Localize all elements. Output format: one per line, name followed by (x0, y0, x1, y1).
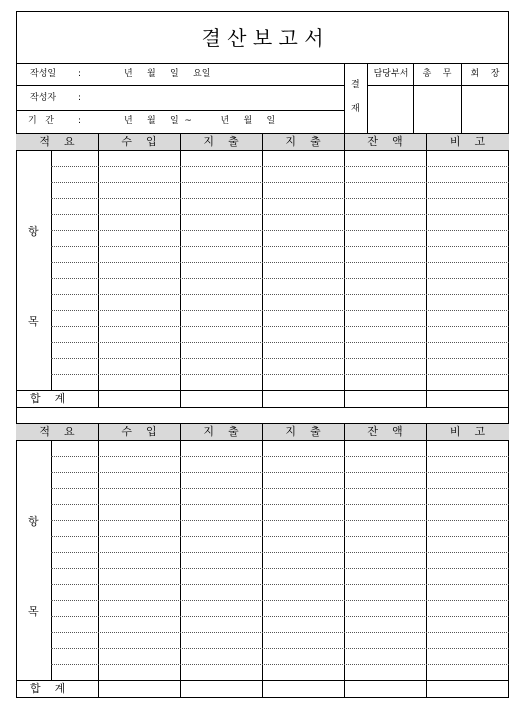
approval-left-border (344, 63, 345, 133)
ledger-column-divider (180, 423, 181, 697)
ledger-header-cell: 적 요 (39, 135, 75, 148)
approval-col-treasurer: 총 무 (422, 69, 452, 79)
ledger-header-cell: 수 입 (121, 135, 157, 148)
ledger-column-divider (344, 133, 345, 407)
total-row-top-border (16, 680, 509, 681)
title-divider (16, 63, 509, 64)
ledger-column-divider (262, 133, 263, 407)
ledger-row-line (51, 246, 509, 247)
ledger-row-line (51, 600, 509, 601)
ledger-row-line (51, 358, 509, 359)
item-label-top: 항 (28, 225, 39, 238)
ledger-row-line (51, 166, 509, 167)
approval-label-top: 결 (351, 80, 360, 90)
ledger-row-line (51, 616, 509, 617)
created-date-label: 작성일 (30, 69, 57, 79)
ledger-header-cell: 잔 액 (367, 425, 403, 438)
meta-row-divider-2 (16, 110, 344, 111)
ledger-column-divider (98, 133, 99, 407)
ledger-column-divider (426, 423, 427, 697)
ledger-row-line (51, 488, 509, 489)
total-label: 합 계 (30, 682, 66, 695)
ledger-header-cell: 지 출 (203, 425, 239, 438)
total-label: 합 계 (30, 392, 66, 405)
ledger-row-line (51, 294, 509, 295)
total-row-top-border (16, 390, 509, 391)
document-title: 결 산 보 고 서 (201, 26, 324, 50)
ledger-row-line (51, 326, 509, 327)
ledger-row-line (51, 520, 509, 521)
approval-col-president: 회 장 (470, 69, 500, 79)
created-date-colon: : (78, 69, 82, 79)
ledger-row-line (51, 342, 509, 343)
ledger-row-line (51, 472, 509, 473)
ledger-row-line (51, 182, 509, 183)
period-value: 년 월 일 ~ 년 월 일 (124, 116, 276, 126)
ledger-header-cell: 지 출 (203, 135, 239, 148)
ledger-column-divider (262, 423, 263, 697)
ledger-row-line (51, 310, 509, 311)
ledger-row-line (51, 198, 509, 199)
period-colon: : (78, 116, 82, 126)
item-subcolumn-divider (51, 150, 52, 390)
total-row-bottom-border (16, 697, 509, 698)
total-row-bottom-border (16, 407, 509, 408)
approval-label-divider (367, 63, 368, 133)
item-label-bottom: 목 (28, 315, 39, 328)
ledger-column-divider (98, 423, 99, 697)
ledger-row-line (51, 568, 509, 569)
ledger-column-divider (426, 133, 427, 407)
approval-header-divider (367, 85, 509, 86)
ledger-row-line (51, 374, 509, 375)
author-label: 작성자 (30, 93, 57, 103)
period-label: 기 간 (28, 116, 54, 126)
item-subcolumn-divider (51, 440, 52, 680)
ledger-row-line (51, 536, 509, 537)
ledger-column-divider (344, 423, 345, 697)
ledger-header-cell: 잔 액 (367, 135, 403, 148)
author-colon: : (78, 93, 82, 103)
ledger-row-line (51, 214, 509, 215)
ledger-row-line (51, 278, 509, 279)
ledger-row-line (51, 584, 509, 585)
ledger-row-line (51, 456, 509, 457)
approval-label-bottom: 재 (351, 104, 360, 114)
ledger-header-cell: 적 요 (39, 425, 75, 438)
ledger-header-cell: 지 출 (285, 135, 321, 148)
ledger-row-line (51, 552, 509, 553)
created-date-value: 년 월 일 요일 (124, 69, 211, 79)
ledger-row-line (51, 504, 509, 505)
ledger-row-line (51, 648, 509, 649)
ledger-row-line (51, 262, 509, 263)
item-label-bottom: 목 (28, 605, 39, 618)
meta-row-divider-1 (16, 85, 344, 86)
ledger-row-line (51, 664, 509, 665)
ledger-row-line (51, 230, 509, 231)
ledger-header-cell: 수 입 (121, 425, 157, 438)
ledger-row-line (51, 632, 509, 633)
ledger-header-cell: 지 출 (285, 425, 321, 438)
ledger-column-divider (180, 133, 181, 407)
item-label-top: 항 (28, 515, 39, 528)
approval-col-department: 담당부서 (373, 69, 409, 79)
ledger-header-cell: 비 고 (449, 135, 486, 148)
ledger-header-cell: 비 고 (449, 425, 486, 438)
